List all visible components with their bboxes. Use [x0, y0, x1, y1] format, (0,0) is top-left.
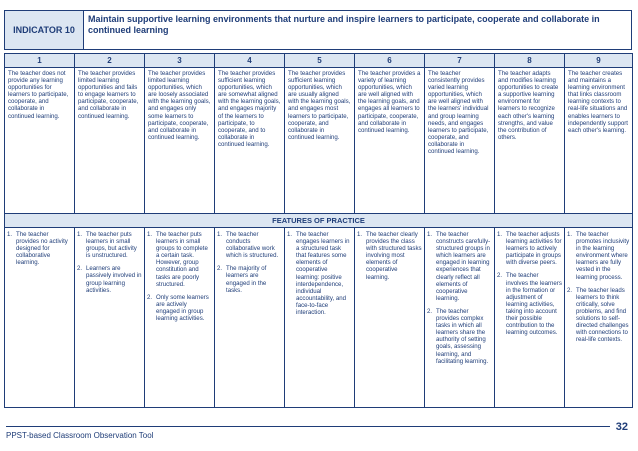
features-list [7, 231, 72, 266]
footer-divider [6, 426, 610, 427]
feature-text: The teacher provides complex tasks in which all learners share the authority of setting goals, assessing learning, and facilitating learning. [436, 307, 489, 365]
feature-item [567, 287, 630, 344]
feature-number: 2. [217, 265, 223, 273]
level-description: The teacher adapts and modifies learning opportunities to create a supportive learning environment for learners to recognize each other's learning strengths, and value the contribution of others. [495, 68, 565, 214]
feature-number: 1. [147, 231, 153, 238]
indicator-title: Maintain supportive learning environments that nurture and inspire learners to participate, cooperate and collaborate in continued learning [84, 10, 632, 50]
feature-text: The teacher engages learners in a structured task that features some elements of cooperative learning: positive interdependence, individual accountability, and face-to-face interaction. [296, 231, 350, 317]
level-description: The teacher provides sufficient learning opportunities, which are usually aligned with the learning goals, and engages most learners to participate, cooperate, and collaborate in continued learning. [285, 68, 355, 214]
feature-item [217, 265, 282, 293]
level-features [565, 228, 633, 408]
features-row [5, 228, 633, 408]
level-features [355, 228, 425, 408]
level-features [495, 228, 565, 408]
level-number: 6 [355, 54, 425, 68]
feature-item [427, 231, 492, 302]
feature-item [77, 265, 142, 293]
feature-text: The teacher puts learners in small groups to complete a certain task. However, group constitution and tasks are poorly structured. [156, 231, 208, 288]
level-description: The teacher creates and maintains a learning environment that links classroom learning contexts to real-life situations and enables learners to independently support each other's learning. [565, 68, 633, 214]
feature-number: 1. [77, 231, 83, 238]
feature-item [497, 231, 562, 266]
feature-number: 2. [567, 286, 573, 294]
level-number: 1 [5, 54, 75, 68]
feature-text: The teacher promotes inclusivity in the learning environment where learners are fully vested in the learning process. [576, 231, 630, 281]
footer-tool-name: PPST-based Classroom Observation Tool [6, 431, 154, 440]
feature-text: Only some learners are actively engaged in group learning activities. [156, 293, 209, 323]
level-number: 4 [215, 54, 285, 68]
feature-text: The teacher involves the learners in the formation or adjustment of learning activities, taking into account their possible contribution to the learning outcomes. [506, 272, 562, 337]
feature-number: 1. [357, 231, 363, 238]
feature-item [497, 272, 562, 336]
level-description: The teacher consistently provides varied learning opportunities, which are well aligned with the learners' individual and group learning needs, and engages learners to participate, cooperate, and collaborate in continued learning. [425, 68, 495, 214]
rubric-table-wrapper [4, 53, 632, 408]
feature-number: 1. [217, 231, 223, 238]
level-features [215, 228, 285, 408]
footer [0, 413, 638, 451]
features-heading: FEATURES OF PRACTICE [5, 214, 633, 228]
level-description: The teacher provides limited learning opportunities and fails to engage learners to participate, cooperate, and collaborate in continued learning. [75, 68, 145, 214]
feature-text: The teacher constructs carefully-structured groups in which learners are engaged in learning experiences that clearly reflect all elements of cooperative learning. [436, 231, 491, 302]
level-features [75, 228, 145, 408]
features-list [77, 231, 142, 294]
level-number: 7 [425, 54, 495, 68]
feature-item [77, 231, 142, 259]
features-list [357, 231, 422, 281]
features-heading-row [5, 214, 633, 228]
feature-number: 1. [287, 231, 293, 238]
feature-number: 2. [497, 272, 503, 280]
feature-text: The teacher adjusts learning activities for learners to actively participate in groups with diverse peers. [506, 231, 562, 267]
feature-item [147, 294, 212, 322]
level-number: 9 [565, 54, 633, 68]
feature-text: The teacher provides no activity designed for collaborative learning. [16, 231, 68, 267]
level-description: The teacher provides limited learning opportunities, which are loosely associated with the learning goals, and engages only some learners to participate, cooperate, and collaborate in continued learning. [145, 68, 215, 214]
rubric-table [4, 53, 633, 408]
feature-number: 2. [77, 265, 83, 273]
level-features [285, 228, 355, 408]
feature-text: The teacher clearly provides the class with structured tasks involving most elements of cooperative learning. [366, 231, 422, 281]
feature-item [287, 231, 352, 316]
level-features [425, 228, 495, 408]
features-list [567, 231, 630, 343]
feature-item [7, 231, 72, 266]
level-description: The teacher does not provide any learning opportunities for learners to participate, cooperate, and collaborate in continued learning. [5, 68, 75, 214]
feature-item [427, 308, 492, 365]
feature-text: The teacher leads learners to think critically, solve problems, and find solutions to self-directed challenges with connections to real-life contexts. [576, 286, 629, 344]
level-features [145, 228, 215, 408]
level-number: 2 [75, 54, 145, 68]
features-list [427, 231, 492, 365]
level-description-row [5, 68, 633, 214]
page-number: 32 [615, 421, 628, 433]
level-number: 3 [145, 54, 215, 68]
feature-number: 1. [497, 231, 503, 238]
indicator-header [4, 10, 632, 50]
feature-number: 2. [427, 307, 433, 315]
feature-text: The teacher puts learners in small groups, but activity is unstructured. [86, 231, 137, 260]
level-description: The teacher provides sufficient learning opportunities, which are somewhat aligned with the learning goals, and engages majority of the learners to participate, to cooperate, and to collaborate in continued learning. [215, 68, 285, 214]
feature-text: The teacher conducts collaborative work which is structured. [226, 231, 279, 260]
feature-item [147, 231, 212, 288]
level-number: 8 [495, 54, 565, 68]
level-number-row [5, 54, 633, 68]
feature-number: 1. [427, 231, 433, 238]
features-list [147, 231, 212, 322]
feature-item [567, 231, 630, 281]
feature-text: Learners are passively involved in group learning activities. [86, 265, 142, 294]
features-list [497, 231, 562, 336]
feature-item [357, 231, 422, 281]
features-list [287, 231, 352, 316]
indicator-label: INDICATOR 10 [4, 10, 84, 50]
feature-item [217, 231, 282, 259]
feature-text: The majority of learners are engaged in the tasks. [226, 265, 267, 294]
level-number: 5 [285, 54, 355, 68]
feature-number: 2. [147, 293, 153, 301]
feature-number: 1. [7, 231, 13, 238]
level-description: The teacher provides a variety of learning opportunities, which are well aligned with the learning goals, and engages all learners to participate, cooperate, and collaborate in continued learning. [355, 68, 425, 214]
feature-number: 1. [567, 231, 573, 238]
features-list [217, 231, 282, 294]
level-features [5, 228, 75, 408]
